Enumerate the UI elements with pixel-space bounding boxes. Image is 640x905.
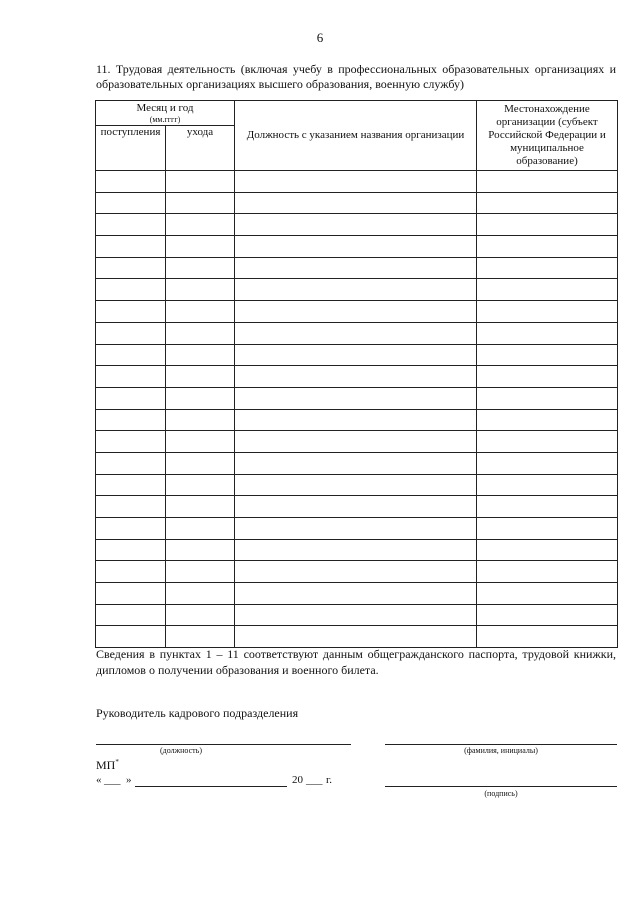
table-row [96,539,618,561]
table-row [96,409,618,431]
table-cell[interactable] [477,474,618,496]
table-cell[interactable] [166,301,235,323]
date-close-quote: » [126,774,132,786]
table-cell[interactable] [477,171,618,193]
table-cell[interactable] [235,604,477,626]
table-cell[interactable] [235,344,477,366]
table-cell[interactable] [477,561,618,583]
table-cell[interactable] [166,279,235,301]
year-suffix: г. [326,774,333,786]
table-cell[interactable] [477,626,618,648]
table-row [96,236,618,258]
table-cell[interactable] [477,409,618,431]
table-cell[interactable] [96,279,166,301]
name-line[interactable] [385,744,617,745]
table-cell[interactable] [96,604,166,626]
table-cell[interactable] [166,322,235,344]
work-history-table [95,100,618,648]
table-cell[interactable] [477,236,618,258]
table-cell[interactable] [96,409,166,431]
table-cell[interactable] [166,214,235,236]
position-line[interactable] [96,744,351,745]
table-cell[interactable] [235,626,477,648]
start-date-header: поступления [96,126,166,171]
table-cell[interactable] [166,518,235,540]
table-cell[interactable] [166,236,235,258]
table-cell[interactable] [477,518,618,540]
table-cell[interactable] [235,279,477,301]
table-cell[interactable] [477,192,618,214]
table-cell[interactable] [477,496,618,518]
table-row [96,257,618,279]
table-cell[interactable] [235,452,477,474]
date-month-line[interactable] [135,786,287,787]
table-cell[interactable] [166,583,235,605]
table-cell[interactable] [477,583,618,605]
table-cell[interactable] [96,626,166,648]
table-cell[interactable] [96,496,166,518]
table-row [96,496,618,518]
table-cell[interactable] [96,257,166,279]
table-row [96,214,618,236]
table-row [96,322,618,344]
table-cell[interactable] [235,257,477,279]
table-body [96,171,618,648]
table-row [96,279,618,301]
table-cell[interactable] [96,452,166,474]
table-cell[interactable] [166,496,235,518]
position-header: Должность с указанием названия организации [235,101,477,171]
table-cell[interactable] [166,539,235,561]
table-cell[interactable] [235,236,477,258]
table-row [96,344,618,366]
table-cell[interactable] [166,561,235,583]
table-row [96,604,618,626]
month-year-label: Месяц и год [136,101,194,114]
table-cell[interactable] [477,366,618,388]
table-cell[interactable] [96,301,166,323]
table-cell[interactable] [235,474,477,496]
year-blank[interactable]: ___ [306,774,323,786]
table-row [96,171,618,193]
table-cell[interactable] [96,322,166,344]
table-cell[interactable] [235,518,477,540]
table-row [96,626,618,648]
table-cell[interactable] [96,561,166,583]
stamp-text: МП [96,758,116,772]
table-cell[interactable] [166,192,235,214]
table-cell[interactable] [96,431,166,453]
verification-note: Сведения в пунктах 1 – 11 соответствуют данным общегражданского паспорта, трудовой книжки, дипломов о получении образования и военного билета. [96,647,616,677]
table-cell[interactable] [477,301,618,323]
table-cell[interactable] [235,561,477,583]
table-cell[interactable] [96,236,166,258]
table-row [96,474,618,496]
table-cell[interactable] [477,214,618,236]
location-header: Местонахождение организации (субъект Российской Федерации и муниципальное образование) [477,101,618,171]
table-cell[interactable] [166,409,235,431]
table-cell[interactable] [166,366,235,388]
table-cell[interactable] [96,171,166,193]
table-cell[interactable] [166,474,235,496]
table-cell[interactable] [96,539,166,561]
page-number: 6 [316,30,324,45]
signature-line[interactable] [385,786,617,787]
table-cell[interactable] [235,301,477,323]
end-date-header: ухода [166,126,235,171]
month-year-format: (мм.гггг) [149,114,181,124]
table-row [96,583,618,605]
year-prefix: 20 [292,774,303,786]
table-cell[interactable] [477,387,618,409]
table-cell[interactable] [235,496,477,518]
date-day-blank[interactable]: ___ [104,774,121,786]
table-row [96,518,618,540]
table-cell[interactable] [166,257,235,279]
table-cell[interactable] [477,431,618,453]
table-cell[interactable] [235,409,477,431]
table-cell[interactable] [96,518,166,540]
name-caption: (фамилия, инициалы) [464,746,538,755]
table-cell[interactable] [166,344,235,366]
table-cell[interactable] [235,431,477,453]
position-caption: (должность) [160,746,202,755]
table-cell[interactable] [166,387,235,409]
table-cell[interactable] [477,452,618,474]
table-cell[interactable] [235,171,477,193]
table-cell[interactable] [96,214,166,236]
table-cell[interactable] [477,257,618,279]
table-row [96,561,618,583]
table-cell[interactable] [166,171,235,193]
table-row [96,366,618,388]
table-row [96,452,618,474]
stamp-footnote-mark: * [115,758,119,766]
table-row [96,301,618,323]
table-cell[interactable] [96,192,166,214]
table-cell[interactable] [96,366,166,388]
table-cell[interactable] [235,366,477,388]
month-year-header [96,101,235,126]
table-cell[interactable] [235,387,477,409]
hr-head-label: Руководитель кадрового подразделения [96,706,299,720]
table-cell[interactable] [96,387,166,409]
table-cell[interactable] [477,344,618,366]
table-cell[interactable] [477,604,618,626]
table-cell[interactable] [235,214,477,236]
table-cell[interactable] [96,583,166,605]
section-heading: 11. Трудовая деятельность (включая учебу в профессиональных образовательных организациях и образовательных организациях высшего образования, военную службу) [96,62,616,91]
table-cell[interactable] [477,539,618,561]
stamp-label [96,758,119,773]
signature-caption: (подпись) [484,789,518,798]
table-cell[interactable] [166,626,235,648]
table-cell[interactable] [477,279,618,301]
table-cell[interactable] [166,431,235,453]
table-row [96,192,618,214]
table-cell[interactable] [96,474,166,496]
table-row [96,431,618,453]
table-cell[interactable] [477,322,618,344]
date-open-quote: « [96,774,102,786]
table-cell[interactable] [235,192,477,214]
table-cell[interactable] [235,539,477,561]
table-cell[interactable] [166,604,235,626]
table-cell[interactable] [166,452,235,474]
table-cell[interactable] [235,322,477,344]
table-row [96,387,618,409]
table-cell[interactable] [96,344,166,366]
table-cell[interactable] [235,583,477,605]
